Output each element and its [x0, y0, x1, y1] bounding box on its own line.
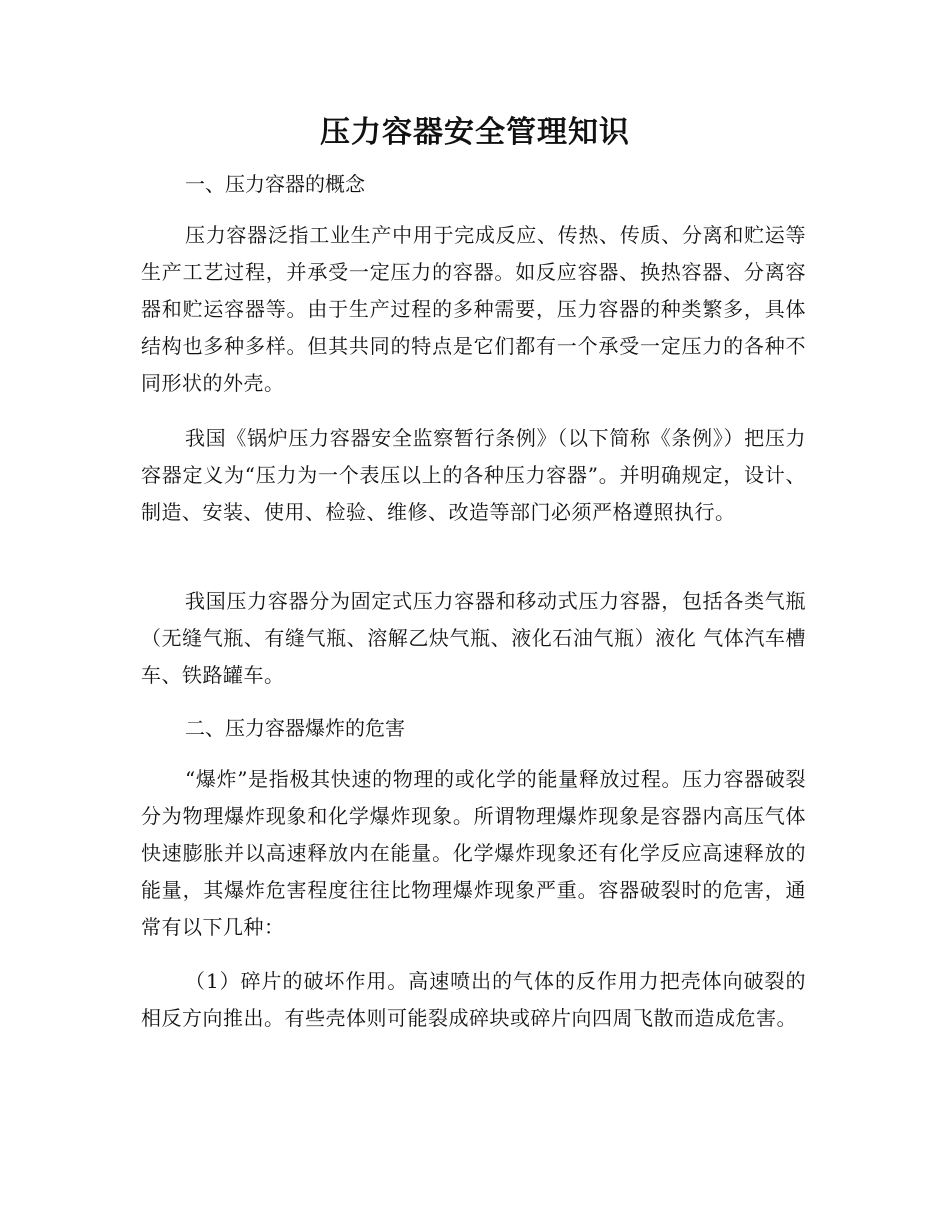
paragraph-regulation: 我国《锅炉压力容器安全监察暂行条例》（以下简称《条例》）把压力容器定义为“压力为一个表压以上的各种压力容器”。并明确规定，设计、制造、安装、使用、检验、维修、改造等部门必须严格遵照执行。 [141, 426, 806, 524]
section-heading-hazards: 二、压力容器爆炸的危害 [185, 716, 405, 740]
document-title: 压力容器安全管理知识 [320, 115, 630, 150]
section-heading-concept: 一、压力容器的概念 [185, 172, 365, 196]
paragraph-fragments: （1）碎片的破坏作用。高速喷出的气体的反作用力把壳体向破裂的相反方向推出。有些壳体则可能裂成碎块或碎片向四周飞散而造成危害。 [141, 969, 806, 1030]
paragraph-definition: 压力容器泛指工业生产中用于完成反应、传热、传质、分离和贮运等生产工艺过程，并承受一定压力的容器。如反应容器、换热容器、分离容器和贮运容器等。由于生产过程的多种需要，压力容器的种类繁多，具体结构也多种多样。但其共同的特点是它们都有一个承受一定压力的各种不同形状的外壳。 [141, 223, 806, 395]
paragraph-explosion: “爆炸”是指极其快速的物理的或化学的能量释放过程。压力容器破裂分为物理爆炸现象和化学爆炸现象。所谓物理爆炸现象是容器内高压气体快速膨胀并以高速释放内在能量。化学爆炸现象还有化学反应高速释放的能量，其爆炸危害程度往往比物理爆炸现象严重。容器破裂时的危害，通常有以下几种： [141, 767, 806, 939]
paragraph-classification: 我国压力容器分为固定式压力容器和移动式压力容器，包括各类气瓶（无缝气瓶、有缝气瓶、溶解乙炔气瓶、液化石油气瓶）液化 气体汽车槽车、铁路罐车。 [141, 589, 806, 687]
